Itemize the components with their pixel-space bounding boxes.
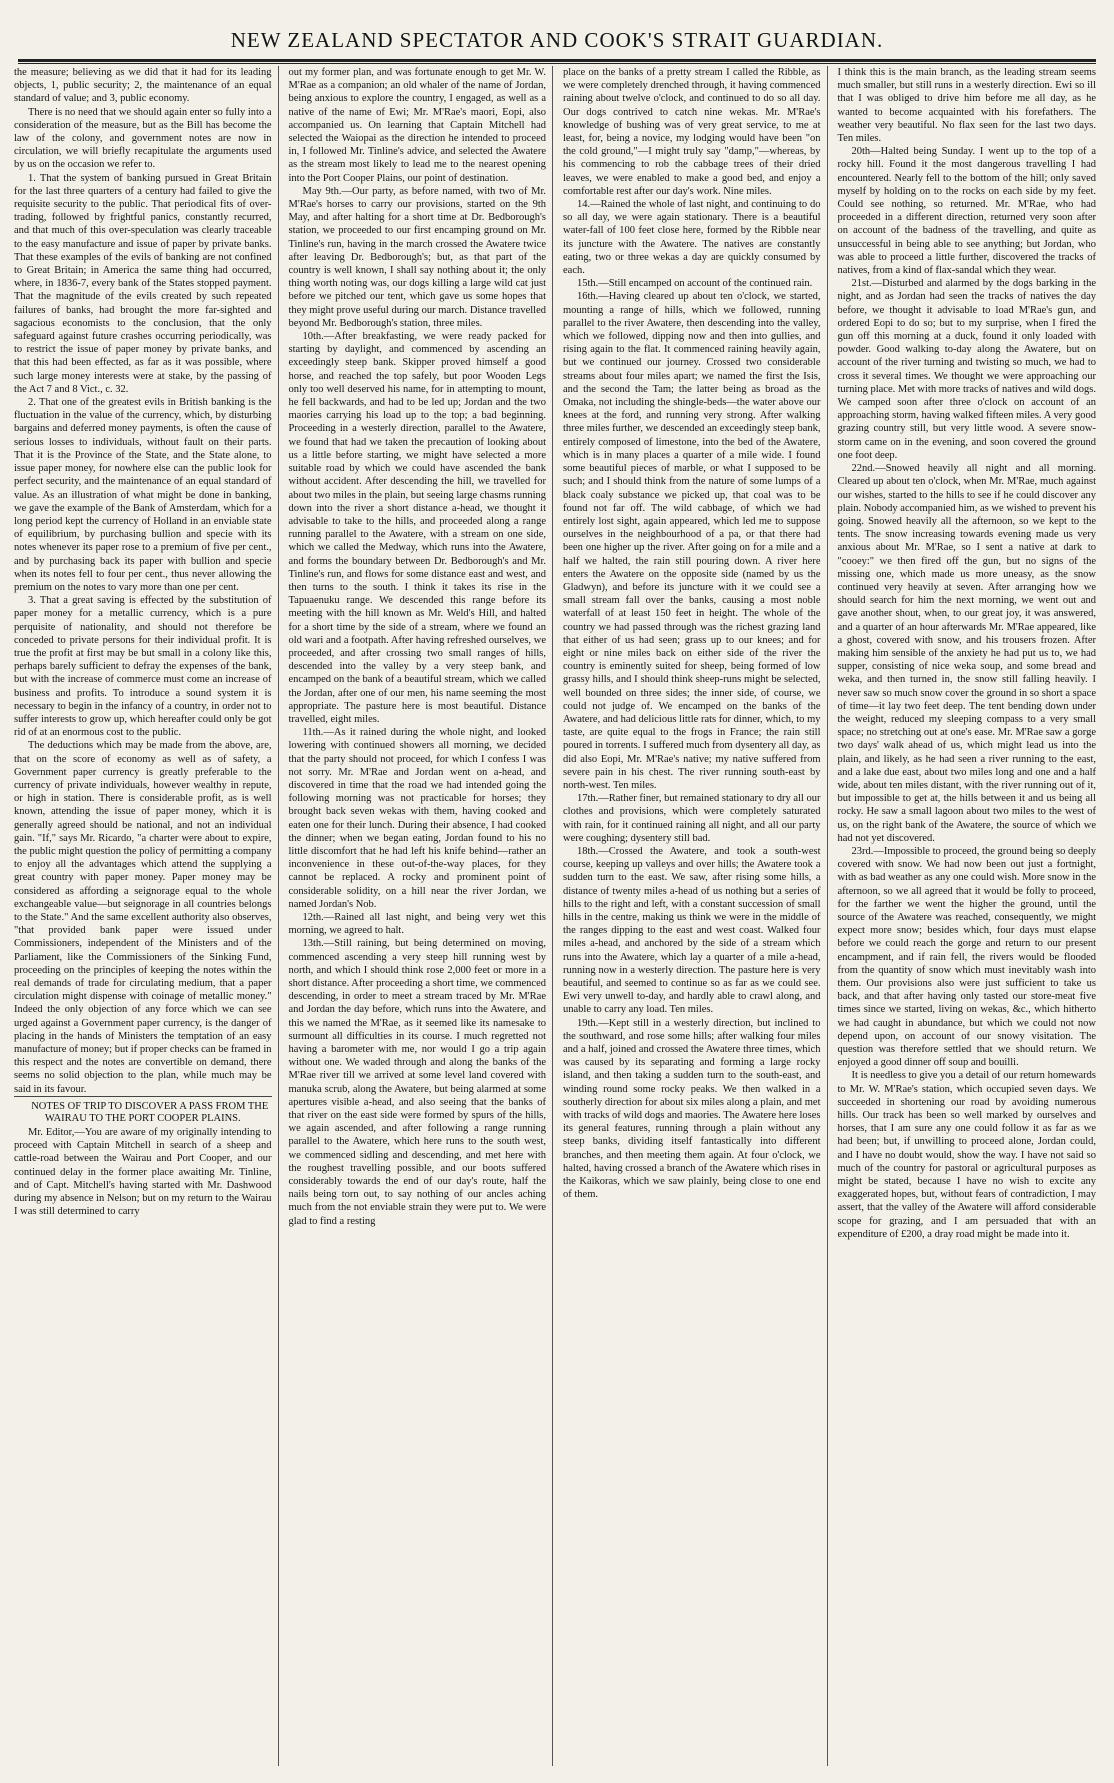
masthead-title: NEW ZEALAND SPECTATOR AND COOK'S STRAIT GUARDIAN. — [230, 28, 884, 52]
paragraph: 23rd.—Impossible to proceed, the ground being so deeply covered with snow. We had now been out just a fortnight, with as bad weather as any one could wish. More snow in the afternoon, so we all agreed that it would be folly to proceed, for the farther we went the higher the ground, until the source of the Awatere was reached, consequently, we might expect more snow; besides which, four days must elapse before we could reach the gorge and return to our present encampment, and if rain fell, the rivers would be flooded from the quantity of snow which must inevitably wash into them. Our provisions also were just sufficient to take us back, and that after having only tasted our store-meat five times since we started, living on wekas, &c., which hitherto we had caught in abundance, but which we could not now depend upon, on account of our snowy visitation. The question was therefore settled that we should return. We enjoyed a good dinner off soup and bouilli. — [837, 845, 1096, 1069]
paragraph: 20th—Halted being Sunday. I went up to the top of a rocky hill. Found it the most dangerous travelling I had encountered. Nearly fell to the bottom of the hill; only saved myself by holding on to the rocks on each side by my feet. Could see nothing, so returned. Mr. M'Rae, who had proceeded in a different direction, returned very soon after on account of the badness of the travelling, and quite as unsuccessful in being able to see anything; but Jordan, who was able to proceed a little further, discovered the tracks of natives, from a kind of flax-sandal which they wear. — [837, 146, 1096, 277]
paragraph: There is no need that we should again enter so fully into a consideration of the measure, but as the Bill has become the law of the colony, and government notes are now in circulation, we will briefly recapitulate the arguments used by us on the occasion we refer to. — [14, 106, 272, 171]
paragraph: 21st.—Disturbed and alarmed by the dogs barking in the night, and as Jordan had seen the tracks of natives the day before, we thought it advisable to load M'Rae's gun, and ordered Eopi to do so; but to my surprise, when I fired the gun off this morning at a duck, found it only loaded with powder. Good walking to-day along the Awatere, but on account of the river turning and twisting so much, we had to cross it several times. We thought we were approaching our turning place. Met with more tracks of natives and wild dogs. We camped soon after three o'clock on account of an approaching storm, having walked fifteen miles. A very good grazing country still, but very little wood. A severe snow-storm came on in the evening, and soon covered the ground one foot deep. — [837, 278, 1096, 461]
paragraph: 18th.—Crossed the Awatere, and took a south-west course, keeping up valleys and over hills; the Awatere took a sudden turn to the east. We saw, after rising some hills, a distance of twenty miles a-head of us nothing but a series of hills to the right and left, with a constant succession of small hills in the centre, making us think we were in the middle of the ranges dipping to the east and west coast. Walked four miles a-head, and anchored by the side of a stream which runs into the Awatere, which lay a quarter of a mile a-head, running now in a westerly direction. The pasture here is very beautiful, and seemed to continue so as far as we could see. Ewi very unwell to-day, and hardly able to crawl along, and unable to carry any load. Ten miles. — [563, 845, 821, 1016]
paragraph: It is needless to give you a detail of our return homewards to Mr. W. M'Rae's station, which occupied seven days. We succeeded in shortening our road by avoiding numerous hills. Our track has been so well marked by ourselves and horses, that I am sure any one could follow it as far as we had been; but, if unwilling to proceed alone, Jordan could, and I have no doubt would, show the way. I have not said so much of the country for pastoral or agricultural purposes as might be stated, because I have no wish to excite any exaggerated hopes, but, without fears of contradiction, I may assert, that the valley of the Awatere will afford considerable scope for grazing, and I am persuaded that with an expenditure of £200, a dray road might be made into it. — [837, 1070, 1096, 1240]
column-1 — [12, 66, 279, 1766]
paragraph: 19th.—Kept still in a westerly direction, but inclined to the southward, and rose some hills; after walking four miles and a half, joined and crossed the Awatere three times, which was caused by its separating and forming a large rocky island, and then taking a sudden turn to the south-east, and winding round some rocky peaks. We then walked in a southerly direction for about six miles along a plain, and met with tracks of wild dogs and maories. The Awatere here loses its general features, running through a plain without any steep banks, dividing itself fantastically into different branches, and then meeting them again. At four o'clock, we halted, having crossed a branch of the Awatere which rises in the Kaikoras, which we saw plainly, being close to one end of them. — [563, 1017, 821, 1201]
paragraph: 16th.—Having cleared up about ten o'clock, we started, mounting a range of hills, which we followed, running parallel to the river Awatere, then descending into the valley, which we followed, dipping now and then into gullies, and rising again to the flat. It commenced raining heavily again, but we continued our journey. Crossed two considerable streams about four miles apart; we named the first the Isis, and the second the Tam; the latter being as broad as the Omaka, not including the shingle-beds—the water above our knees at the ford, and running very strong. After walking three miles further, we descended an exceedingly steep bank, entirely composed of limestone, into the bed of the Awatere, which is in many places a quarter of a mile wide. I found some beautiful pieces of marble, or what I supposed to be such; and I should think from the nature of some lumps of a black coaly substance we picked up, that coal was to be found not far off. The wild cabbage, of which we had entirely lost sight, again appeared, which led me to suppose ourselves in the neighbourhood of a pa, or that there had been one higher up the river. After going on for a mile and a half we halted, the rain still pouring down. A river here enters the Awatere on the opposite side (named by us the Gladwyn), and before its juncture with it we could see a small stream fall over the banks, causing a most noble waterfall of at least 150 feet in height. The whole of the country we had passed through was the richest grazing land that either of us had seen; grass up to our knees; and for eight or nine miles back on either side of the river the country is eminently suited for sheep, being formed of low grassy hills, and I should think sheep-runs might be selected, well bounded on three sides; the inner side, of course, we could not judge of. We encamped on the banks of the Awatere, and had delicious little rats for dinner, which, to my taste, are quite equal to the frogs in France; the rain still poured in torrents. I suffered much from dysentery all day, as did also Eopi, Mr. M'Rae's native; my native suffered from severe pain in his chest. The river running south-east by north-west. Ten miles. — [563, 291, 821, 791]
paragraph: May 9th.—Our party, as before named, with two of Mr. M'Rae's horses to carry our provisions, started on the 9th May, and after halting for a short time at Dr. Bedborough's station, we proceeded to our first encamping ground on Mr. Tinline's run, having in the march crossed the Awatere twice after leaving Dr. Bedborough's; but, as that part of the country is well known, I shall say nothing about it; the only thing worth noting was, our dogs killing a large wild cat just before we pitched our tent, which gave us some hopes that they might prove useful during our march. Distance travelled beyond Mr. Bedborough's station, three miles. — [288, 185, 546, 329]
paragraph: place on the banks of a pretty stream I called the Ribble, as we were completely drenched through, it having commenced raining about twelve o'clock, and continued to do so all day. Our dogs contrived to catch nine wekas. Mr. M'Rae's knowledge of bushing was of very great service, to me at least, for, being a novice, my lodging would have been "on the cold ground,"—I might truly say "damp,"—whereas, by his commencing to rob the cabbage trees of their dried leaves, we were enabled to make a good bed, and enjoy a comfortable rest after our day's work. Nine miles. — [563, 67, 821, 197]
paragraph: Mr. Editor,—You are aware of my originally intending to proceed with Captain Mitchell in search of a sheep and cattle-road between the Wairau and Port Cooper, and our continued delay in the former place awaiting Mr. Tinline, and of Capt. Mitchell's having started with Mr. Dashwood during my absence in Nelson; but on my return to the Wairau I was still determined to carry — [14, 1127, 272, 1218]
column-2 — [287, 66, 554, 1766]
paragraph: 14.—Rained the whole of last night, and continuing to do so all day, we were again stationary. There is a beautiful water-fall of 100 feet close here, formed by the Ribble near its juncture with the Awatere. The natives are constantly eating, two or three wekas a day are quickly consumed by each. — [563, 199, 821, 277]
paragraph: 15th.—Still encamped on account of the continued rain. — [577, 278, 813, 290]
notes-heading: NOTES OF TRIP TO DISCOVER A PASS FROM THE WAIRAU TO THE PORT COOPER PLAINS. — [14, 1096, 272, 1126]
paragraph: The deductions which may be made from the above, are, that on the score of economy as well as of safety, a Government paper currency is greatly preferable to the currency of private individuals, however wealthy in repute, or high in station. There is considerable profit, as is well known, attending the issue of paper money, which it is generally agreed should be national, and not an individual gain. "If," says Mr. Ricardo, "a charter were about to expire, the public might question the policy of permitting a company to enjoy all the advantages which attend the supplying a great country with paper money. Paper money may be considered as affording a seignorage equal to the whole exchangeable value—but seignorage in all countries belongs to the State." And the same excellent authority also observes, "that provided bank paper were issued under Commissioners, independent of the Ministers and of the Parliament, like the Commissioners of the Sinking Fund, proceeding on the principles of keeping the notes within the real demands of trade for circulating medium, that a paper circulation might dispense with coinage of metallic money." Indeed the only objection of any force which we can see urged against a Government paper currency, is the danger of placing in the hands of Ministers the temptation of an easy manufacture of money; but if proper checks can be framed in this respect and the notes are convertible on demand, there seems no solid objection to the plan, while much may be said in its favour. — [14, 740, 272, 1095]
paragraph: 10th.—After breakfasting, we were ready packed for starting by daylight, and commenced by ascending an exceedingly steep bank. Skipper proved himself a good horse, and reached the top safely, but poor Wooden Legs only too well deserved his name, for in attempting to mount, he fell backwards, and had to be led up; Jordan and the two maories carrying his load up to the top; a bad beginning. Proceeding in a westerly direction, parallel to the Awatere, we found that had we taken the precaution of looking about us a little before starting, we might have selected a more suitable road by which we could have ascended the bank without accident. After descending the hill, we travelled for about two miles in the plain, but seeing large chasms running down into the river a short distance a-head, we thought it advisable to take to the hills, and proceeded along a range running parallel to the Awatere, with a stream on one side, which we called the Medway, which runs into the Awatere, and forms the boundary between Dr. Bedborough's and Mr. Tinline's run, and flows for some distance east and west, and then turns to the south. I think it takes its rise in the Tapuaenuku range. We descended this range before its meeting with the hill known as Mr. Weld's Hill, and halted for a short time by the side of a stream, where we found an old wari and a footpath. After having refreshed ourselves, we proceeded, and after crossing two small ranges of hills, descended into the valley by a very steep bank, and encamped on the bank of a beautiful stream, which we called the Jordan, after one of our men, his name seeming the most appropriate. The pasture here is most beautiful. Distance travelled, eight miles. — [288, 331, 546, 725]
paragraph: out my former plan, and was fortunate enough to get Mr. W. M'Rae as a companion; an old whaler of the name of Jordan, being anxious to explore the country, I engaged, as well as a native of the name of Ewi; Mr. M'Rae's maori, Eopi, also accompanied us. On learning that Captain Mitchell had selected the Waiopai as the direction he intended to proceed in, I followed Mr. Tinline's advice, and selected the Awatere as the stream most likely to lead me to the nearest opening into the Port Cooper Plains, our point of destination. — [288, 67, 546, 184]
article-columns — [12, 66, 1102, 1766]
masthead-rule-thin — [18, 63, 1096, 64]
paragraph: 13th.—Still raining, but being determined on moving, commenced ascending a very steep hill running west by north, and which I should think rose 2,000 feet or more in a short distance. After proceeding a short time, we commenced descending, in order to meet a stream traced by Mr. M'Rae and Jordan the day before, which runs into the Awatere, and this we named the M'Rae, as it seemed like its namesake to surmount all difficulties in its course. I much regretted not having a barometer with me, nor would I go a trip again without one. We waded through and along the banks of the M'Rae river till we arrived at some level land covered with manuka scrub, along the Awatere, but being alarmed at some apertures visible a-head, and also seeing that the banks of that river on the east side were formed by spurs of the hills, we again ascended, and after following a range running parallel to the Awatere, which here runs to the south west, we commenced sidling and descending, and met here with the roughest travelling possible, and our boots suffered considerably towards the end of our day's route, half the nails being torn out, to say nothing of our ancles aching much from the not enviable strain they were put to. We were glad to find a resting — [288, 938, 546, 1227]
paragraph: 17th.—Rather finer, but remained stationary to dry all our clothes and provisions, which were completely saturated with rain, for it continued raining all night, and all our party were coughing; dysentery still bad. — [563, 793, 821, 844]
paragraph: 3. That a great saving is effected by the substitution of paper money for a metallic currency, which is a pure perquisite of nationality, and should not therefore be conceded to private persons for their individual profit. It is true the profit at first may be but small in a colony like this, perhaps barely sufficient to defray the expenses of the bank, but with the increase of commerce must come an increase of business and profits. To introduce a sound system it is necessary to begin in the infancy of a country, in order not to suffer interests to grow up, which hereafter could only be got rid of at an enormous cost to the public. — [14, 595, 272, 739]
paragraph: I think this is the main branch, as the leading stream seems much smaller, but still runs in a westerly direction. Ewi so ill that I was obliged to drive him before me all day, as he wanted to become acquainted with his forefathers. The weather very beautiful. No flax seen for the last two days. Ten miles. — [837, 67, 1096, 145]
paragraph: 11th.—As it rained during the whole night, and looked lowering with continued showers all morning, we decided that the party should not proceed, for which I confess I was not sorry. Mr. M'Rae and Jordan went on a-head, and discovered in time that the road we had intended going the following morning was not practicable for horses; they brought back seven wekas with them, having cooked and eaten one for their lunch. During their absence, I had cooked the dinner; when we began eating, Jordan found to his no little discomfort that he had left his knife behind—rather an inconvenience in these out-of-the-way places, for they cannot be replaced. A rocky and prominent point of considerable solidity, on a hill near the river Jordan, we named Jordan's Nob. — [288, 727, 546, 910]
masthead-rule-thick — [18, 59, 1096, 62]
paragraph: 22nd.—Snowed heavily all night and all morning. Cleared up about ten o'clock, when Mr. M'Rae, much against our wishes, started to the hills to see if he could discover any plain. Nobody accompanied him, as we wished to prevent his going. Snowed heavily all the afternoon, so we kept to the tents. The snow increasing towards evening made us very anxious about Mr. M'Rae, so I sent a native at dark to "cooey:" we then fired off the gun, but no signs of the missing one, which made us more uneasy, as the snow continued very heavily at seven. After arranging how we should search for him the next morning, we went out and gave another shout, when, to our great joy, it was answered, and a quarter of an hour afterwards Mr. M'Rae appeared, like a ghost, covered with snow, and his trousers frozen. After making him sensible of the anxiety he had put us to, we had supper, consisting of nice weka soup, and some bread and weka, and then turned in, the snow still falling heavily. I never saw so much snow cover the ground in so short a space of time—it lay two feet deep. The tent bending down under the weight, reduced my sleeping compass to a very small space; no stretching out at one's ease. Mr. M'Rae saw a gorge two days' walk ahead of us, which might lead us into the plain, and likely, as he had seen a river running to the east, and a lake due east, about two miles long and one and a half wide, about ten miles distant, with the river running out of it, but impossible to get at, the hills between it and us being all rocky. He saw a small lagoon about two miles to the west of us, on the right bank of the Awatere, the source of which we had not yet discovered. — [837, 463, 1096, 844]
column-4 — [836, 66, 1103, 1766]
paragraph: the measure; believing as we did that it had for its leading objects, 1, public security; 2, the maintenance of an equal standard of value; and 3, public economy. — [14, 67, 272, 105]
paragraph: 12th.—Rained all last night, and being very wet this morning, we agreed to halt. — [288, 912, 546, 937]
paragraph: 1. That the system of banking pursued in Great Britain for the last three quarters of a century had failed to give the requisite security to the public. That periodical fits of over-trading, followed by frightful panics, constantly recurred, and that much of this over-speculation was clearly traceable to the easy manufacture and issue of paper by private banks. That these examples of the evils of banking are not confined to Great Britain; in America the same thing had occurred, where, in 1836-7, every bank of the States stopped payment. That the magnitude of the evils created by such repeated failures of banks, had brought the more far-sighted and sagacious economists to the conclusion, that the only safeguard against future crashes occurring periodically, was to restrict the issue of paper money by private banks, and that this had been effected, as far as it was possible, where such large money interests were at stake, by the passing of the Act 7 and 8 Vict., c. 32. — [14, 172, 272, 395]
column-3 — [561, 66, 828, 1766]
paragraph: 2. That one of the greatest evils in British banking is the fluctuation in the value of the currency, which, by disturbing bargains and deferred money payments, is often the cause of serious losses to individuals, without fault on their parts. That it is the Province of the State, and the State alone, to issue paper money, for nowhere else can the public look for perfect security, and the maintenance of an equal standard of value. As an illustration of what might be done in banking, we gave the example of the Bank of Amsterdam, which for a long period kept the currency of Holland in an enviable state of equilibrium, by purchasing bullion and specie with its notes whenever its paper rose to a premium of five per cent., and by purchasing back its paper with bullion and specie when its notes fell to four per cent., thus never allowing the premium on the notes to vary more than one per cent. — [14, 397, 272, 593]
